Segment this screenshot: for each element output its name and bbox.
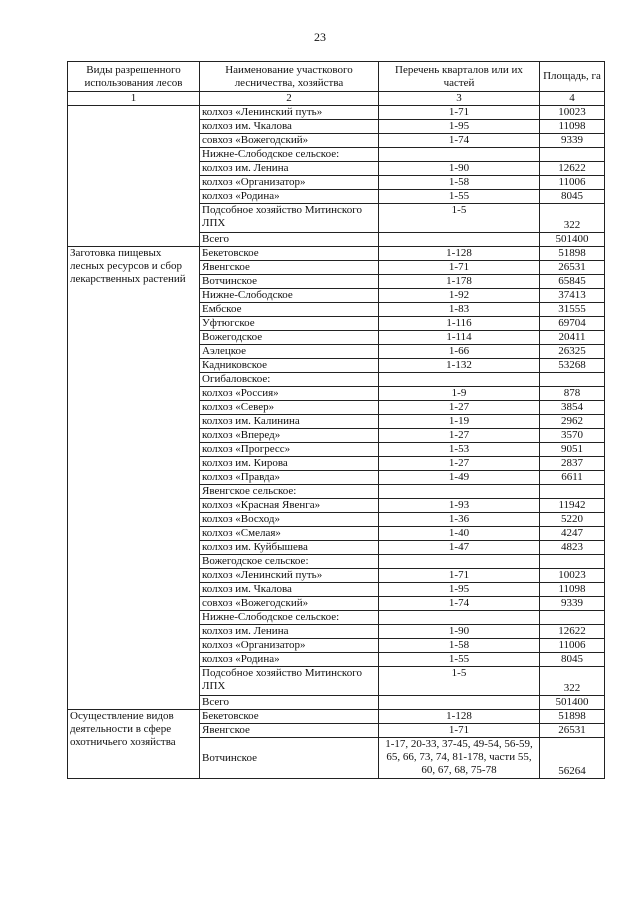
area-cell: 69704 — [540, 317, 605, 331]
forestry-name-cell: Явенгское сельское: — [200, 485, 379, 499]
quarters-cell: 1-90 — [379, 625, 540, 639]
forestry-name-cell: колхоз им. Куйбышева — [200, 541, 379, 555]
quarters-cell: 1-58 — [379, 639, 540, 653]
forestry-name-cell: колхоз «Красная Явенга» — [200, 499, 379, 513]
quarters-cell — [379, 611, 540, 625]
quarters-cell: 1-47 — [379, 541, 540, 555]
quarters-cell: 1-49 — [379, 471, 540, 485]
quarters-cell: 1-55 — [379, 653, 540, 667]
forestry-name-cell: Ембское — [200, 303, 379, 317]
area-cell: 4247 — [540, 527, 605, 541]
quarters-cell — [379, 233, 540, 247]
quarters-cell: 1-128 — [379, 710, 540, 724]
quarters-cell: 1-58 — [379, 176, 540, 190]
quarters-cell: 1-27 — [379, 401, 540, 415]
forestry-name-cell: колхоз им. Чкалова — [200, 583, 379, 597]
area-cell: 4823 — [540, 541, 605, 555]
forestry-name-cell: колхоз «Ленинский путь» — [200, 569, 379, 583]
quarters-cell: 1-19 — [379, 415, 540, 429]
forestry-name-cell: Явенгское — [200, 724, 379, 738]
area-cell: 26531 — [540, 261, 605, 275]
forestry-name-cell: колхоз «Ленинский путь» — [200, 106, 379, 120]
table-row — [68, 106, 605, 120]
header-num-1: 1 — [68, 92, 200, 106]
area-cell: 51898 — [540, 247, 605, 261]
area-cell: 10023 — [540, 569, 605, 583]
area-cell: 26531 — [540, 724, 605, 738]
area-cell: 26325 — [540, 345, 605, 359]
area-cell: 3570 — [540, 429, 605, 443]
forestry-name-cell: Уфтюгское — [200, 317, 379, 331]
header-forestry-name: Наименование участкового лесничества, хозяйства — [200, 62, 379, 92]
quarters-cell: 1-66 — [379, 345, 540, 359]
forestry-name-cell: Всего — [200, 696, 379, 710]
forestry-name-cell: колхоз «Восход» — [200, 513, 379, 527]
area-cell: 11942 — [540, 499, 605, 513]
quarters-cell: 1-53 — [379, 443, 540, 457]
forestry-name-cell: колхоз «Россия» — [200, 387, 379, 401]
quarters-cell — [379, 373, 540, 387]
forestry-name-cell: Всего — [200, 233, 379, 247]
forestry-name-cell: Вотчинское — [200, 275, 379, 289]
quarters-cell — [379, 696, 540, 710]
forestry-name-cell: колхоз «Организатор» — [200, 639, 379, 653]
quarters-cell: 1-116 — [379, 317, 540, 331]
area-cell: 8045 — [540, 653, 605, 667]
forestry-name-cell: колхоз им. Кирова — [200, 457, 379, 471]
area-cell — [540, 611, 605, 625]
area-cell: 65845 — [540, 275, 605, 289]
quarters-cell: 1-95 — [379, 120, 540, 134]
forestry-name-cell: колхоз «Север» — [200, 401, 379, 415]
forestry-name-cell: совхоз «Вожегодский» — [200, 597, 379, 611]
header-num-3: 3 — [379, 92, 540, 106]
area-cell: 12622 — [540, 625, 605, 639]
forestry-name-cell: колхоз «Смелая» — [200, 527, 379, 541]
forestry-name-cell: совхоз «Вожегодский» — [200, 134, 379, 148]
area-cell: 2837 — [540, 457, 605, 471]
area-cell: 5220 — [540, 513, 605, 527]
forestry-name-cell: колхоз «Родина» — [200, 190, 379, 204]
quarters-cell: 1-114 — [379, 331, 540, 345]
area-cell: 12622 — [540, 162, 605, 176]
quarters-cell: 1-5 — [379, 204, 540, 233]
quarters-cell: 1-5 — [379, 667, 540, 696]
header-use-type: Виды разрешенного использования лесов — [68, 62, 200, 92]
forestry-name-cell: колхоз «Родина» — [200, 653, 379, 667]
quarters-cell: 1-93 — [379, 499, 540, 513]
area-cell: 9051 — [540, 443, 605, 457]
forest-use-table — [67, 61, 605, 779]
forestry-name-cell: Вожегодское сельское: — [200, 555, 379, 569]
forestry-name-cell: Бекетовское — [200, 247, 379, 261]
quarters-cell: 1-17, 20-33, 37-45, 49-54, 56-59, 65, 66, 73, 74, 81-178, части 55, 60, 67, 68, 75-78 — [379, 738, 540, 779]
quarters-cell: 1-132 — [379, 359, 540, 373]
quarters-cell: 1-74 — [379, 134, 540, 148]
area-cell — [540, 373, 605, 387]
area-cell: 51898 — [540, 710, 605, 724]
quarters-cell: 1-27 — [379, 457, 540, 471]
use-type-cell: Заготовка пищевых лесных ресурсов и сбор лекарственных растений — [68, 247, 200, 710]
quarters-cell — [379, 148, 540, 162]
header-num-2: 2 — [200, 92, 379, 106]
forestry-name-cell: колхоз им. Калинина — [200, 415, 379, 429]
forestry-name-cell: Нижне-Слободское — [200, 289, 379, 303]
forestry-name-cell: Кадниковское — [200, 359, 379, 373]
forestry-name-cell: Вотчинское — [200, 738, 379, 779]
area-cell: 53268 — [540, 359, 605, 373]
area-cell: 501400 — [540, 696, 605, 710]
area-cell: 11098 — [540, 120, 605, 134]
area-cell: 11006 — [540, 639, 605, 653]
quarters-cell: 1-95 — [379, 583, 540, 597]
area-cell: 501400 — [540, 233, 605, 247]
forestry-name-cell: Огибаловское: — [200, 373, 379, 387]
area-cell — [540, 555, 605, 569]
forestry-name-cell: колхоз им. Ленина — [200, 625, 379, 639]
quarters-cell: 1-74 — [379, 597, 540, 611]
forestry-name-cell: колхоз «Прогресс» — [200, 443, 379, 457]
forestry-name-cell: колхоз «Вперед» — [200, 429, 379, 443]
forestry-name-cell: Бекетовское — [200, 710, 379, 724]
area-cell: 8045 — [540, 190, 605, 204]
forestry-name-cell: колхоз им. Ленина — [200, 162, 379, 176]
header-quarters: Перечень кварталов или их частей — [379, 62, 540, 92]
area-cell: 2962 — [540, 415, 605, 429]
area-cell: 31555 — [540, 303, 605, 317]
quarters-cell: 1-178 — [379, 275, 540, 289]
area-cell: 10023 — [540, 106, 605, 120]
use-type-cell — [68, 106, 200, 247]
area-cell: 322 — [540, 667, 605, 696]
forestry-name-cell: Нижне-Слободское сельское: — [200, 611, 379, 625]
forestry-name-cell: Явенгское — [200, 261, 379, 275]
quarters-cell: 1-71 — [379, 106, 540, 120]
area-cell: 9339 — [540, 597, 605, 611]
area-cell: 3854 — [540, 401, 605, 415]
forestry-name-cell: колхоз им. Чкалова — [200, 120, 379, 134]
quarters-cell: 1-27 — [379, 429, 540, 443]
header-num-4: 4 — [540, 92, 605, 106]
table-body — [68, 106, 605, 779]
forestry-name-cell: колхоз «Правда» — [200, 471, 379, 485]
area-cell: 20411 — [540, 331, 605, 345]
quarters-cell: 1-92 — [379, 289, 540, 303]
quarters-cell — [379, 555, 540, 569]
area-cell — [540, 485, 605, 499]
quarters-cell: 1-36 — [379, 513, 540, 527]
quarters-cell: 1-9 — [379, 387, 540, 401]
forestry-name-cell: Подсобное хозяйство Митинского ЛПХ — [200, 667, 379, 696]
quarters-cell: 1-71 — [379, 569, 540, 583]
quarters-cell: 1-90 — [379, 162, 540, 176]
forestry-name-cell: Аэлецкое — [200, 345, 379, 359]
quarters-cell: 1-128 — [379, 247, 540, 261]
quarters-cell — [379, 485, 540, 499]
area-cell: 9339 — [540, 134, 605, 148]
quarters-cell: 1-71 — [379, 724, 540, 738]
forestry-name-cell: Вожегодское — [200, 331, 379, 345]
quarters-cell: 1-71 — [379, 261, 540, 275]
header-area: Площадь, га — [540, 62, 605, 92]
area-cell — [540, 148, 605, 162]
quarters-cell: 1-40 — [379, 527, 540, 541]
area-cell: 6611 — [540, 471, 605, 485]
forestry-name-cell: колхоз «Организатор» — [200, 176, 379, 190]
area-cell: 56264 — [540, 738, 605, 779]
area-cell: 11098 — [540, 583, 605, 597]
forestry-name-cell: Нижне-Слободское сельское: — [200, 148, 379, 162]
quarters-cell: 1-55 — [379, 190, 540, 204]
area-cell: 322 — [540, 204, 605, 233]
table-row — [68, 247, 605, 261]
forestry-name-cell: Подсобное хозяйство Митинского ЛПХ — [200, 204, 379, 233]
area-cell: 11006 — [540, 176, 605, 190]
area-cell: 37413 — [540, 289, 605, 303]
quarters-cell: 1-83 — [379, 303, 540, 317]
table-row — [68, 710, 605, 724]
table-header — [68, 62, 605, 106]
use-type-cell: Осуществление видов деятельности в сфере охотничьего хозяйства — [68, 710, 200, 779]
page-number: 23 — [314, 30, 326, 44]
area-cell: 878 — [540, 387, 605, 401]
